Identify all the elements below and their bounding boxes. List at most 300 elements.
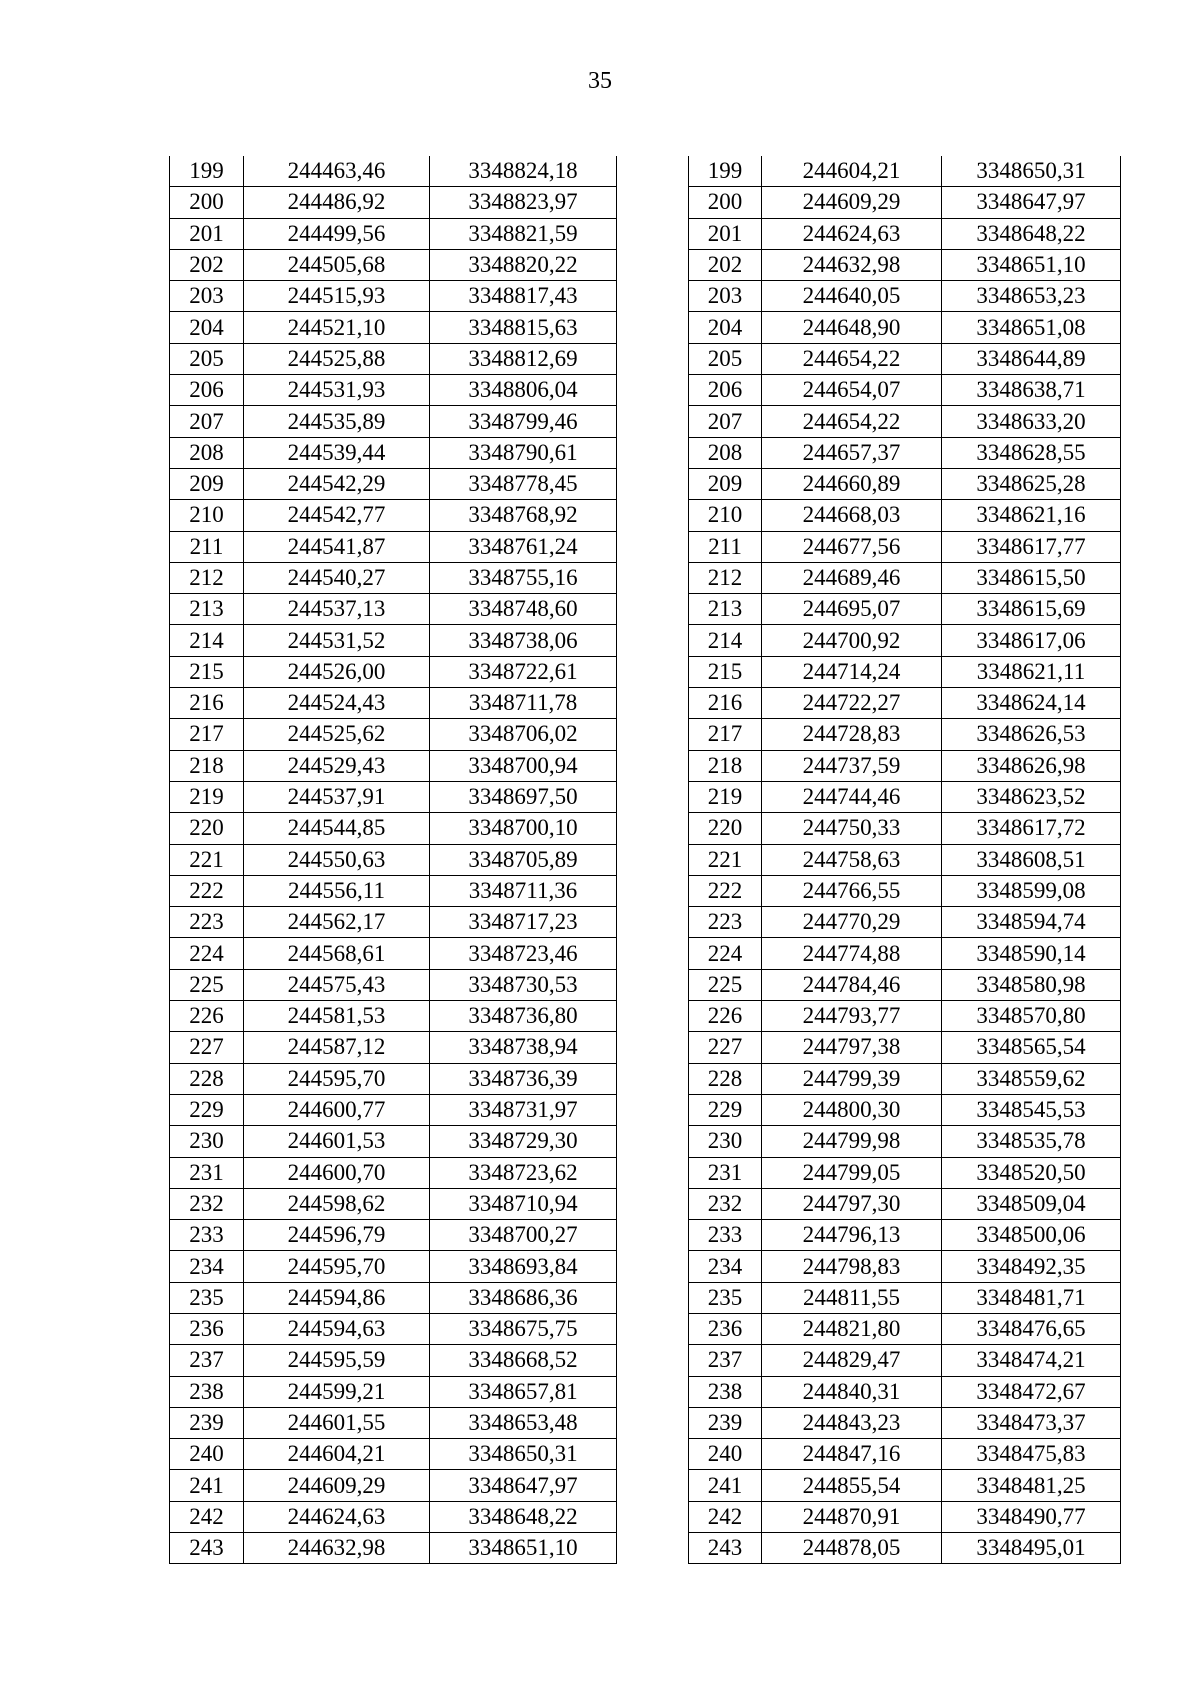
table-row [689, 625, 1121, 656]
x-coordinate-cell: 244537,91 [244, 781, 430, 812]
x-coordinate-cell: 244529,43 [244, 750, 430, 781]
table-row [170, 594, 617, 625]
y-coordinate-cell: 3348812,69 [430, 343, 617, 374]
x-coordinate-cell: 244505,68 [244, 249, 430, 280]
table-row [689, 312, 1121, 343]
table-row [170, 281, 617, 312]
table-row [689, 1001, 1121, 1032]
y-coordinate-cell: 3348647,97 [430, 1470, 617, 1501]
point-number-cell: 237 [170, 1345, 244, 1376]
y-coordinate-cell: 3348617,72 [942, 813, 1121, 844]
x-coordinate-cell: 244758,63 [762, 844, 942, 875]
x-coordinate-cell: 244750,33 [762, 813, 942, 844]
table-row [689, 156, 1121, 187]
point-number-cell: 211 [689, 531, 762, 562]
y-coordinate-cell: 3348768,92 [430, 500, 617, 531]
point-number-cell: 212 [689, 562, 762, 593]
y-coordinate-cell: 3348617,77 [942, 531, 1121, 562]
x-coordinate-cell: 244515,93 [244, 281, 430, 312]
y-coordinate-cell: 3348815,63 [430, 312, 617, 343]
x-coordinate-cell: 244797,30 [762, 1188, 942, 1219]
table-row [689, 1282, 1121, 1313]
y-coordinate-cell: 3348821,59 [430, 218, 617, 249]
point-number-cell: 222 [170, 875, 244, 906]
y-coordinate-cell: 3348717,23 [430, 907, 617, 938]
table-row [170, 1345, 617, 1376]
table-row [689, 719, 1121, 750]
point-number-cell: 235 [170, 1282, 244, 1313]
y-coordinate-cell: 3348706,02 [430, 719, 617, 750]
point-number-cell: 210 [689, 500, 762, 531]
y-coordinate-cell: 3348799,46 [430, 406, 617, 437]
x-coordinate-cell: 244539,44 [244, 437, 430, 468]
point-number-cell: 237 [689, 1345, 762, 1376]
y-coordinate-cell: 3348481,25 [942, 1470, 1121, 1501]
x-coordinate-cell: 244568,61 [244, 938, 430, 969]
y-coordinate-cell: 3348686,36 [430, 1282, 617, 1313]
y-coordinate-cell: 3348731,97 [430, 1094, 617, 1125]
table-row [689, 875, 1121, 906]
point-number-cell: 233 [689, 1220, 762, 1251]
table-row [689, 750, 1121, 781]
y-coordinate-cell: 3348711,78 [430, 688, 617, 719]
coordinates-table-right-body [689, 156, 1121, 1564]
x-coordinate-cell: 244609,29 [762, 187, 942, 218]
y-coordinate-cell: 3348700,10 [430, 813, 617, 844]
point-number-cell: 206 [689, 375, 762, 406]
point-number-cell: 225 [170, 969, 244, 1000]
x-coordinate-cell: 244609,29 [244, 1470, 430, 1501]
y-coordinate-cell: 3348729,30 [430, 1126, 617, 1157]
table-row [689, 781, 1121, 812]
x-coordinate-cell: 244811,55 [762, 1282, 942, 1313]
y-coordinate-cell: 3348570,80 [942, 1001, 1121, 1032]
x-coordinate-cell: 244624,63 [762, 218, 942, 249]
table-row [170, 468, 617, 499]
table-row [689, 656, 1121, 687]
y-coordinate-cell: 3348500,06 [942, 1220, 1121, 1251]
x-coordinate-cell: 244654,22 [762, 343, 942, 374]
y-coordinate-cell: 3348474,21 [942, 1345, 1121, 1376]
table-row [689, 813, 1121, 844]
table-row [170, 656, 617, 687]
point-number-cell: 235 [689, 1282, 762, 1313]
coordinates-table-left-body [170, 156, 617, 1564]
x-coordinate-cell: 244595,70 [244, 1251, 430, 1282]
x-coordinate-cell: 244847,16 [762, 1439, 942, 1470]
point-number-cell: 207 [170, 406, 244, 437]
x-coordinate-cell: 244700,92 [762, 625, 942, 656]
y-coordinate-cell: 3348824,18 [430, 156, 617, 187]
table-row [689, 688, 1121, 719]
table-row [170, 218, 617, 249]
y-coordinate-cell: 3348738,94 [430, 1032, 617, 1063]
point-number-cell: 212 [170, 562, 244, 593]
point-number-cell: 213 [170, 594, 244, 625]
x-coordinate-cell: 244744,46 [762, 781, 942, 812]
point-number-cell: 231 [689, 1157, 762, 1188]
y-coordinate-cell: 3348700,27 [430, 1220, 617, 1251]
point-number-cell: 208 [170, 437, 244, 468]
table-row [689, 969, 1121, 1000]
table-row [170, 875, 617, 906]
x-coordinate-cell: 244535,89 [244, 406, 430, 437]
x-coordinate-cell: 244784,46 [762, 969, 942, 1000]
y-coordinate-cell: 3348580,98 [942, 969, 1121, 1000]
point-number-cell: 218 [689, 750, 762, 781]
point-number-cell: 217 [170, 719, 244, 750]
point-number-cell: 243 [170, 1533, 244, 1564]
table-row [170, 813, 617, 844]
y-coordinate-cell: 3348823,97 [430, 187, 617, 218]
table-row [689, 249, 1121, 280]
y-coordinate-cell: 3348615,69 [942, 594, 1121, 625]
x-coordinate-cell: 244581,53 [244, 1001, 430, 1032]
x-coordinate-cell: 244486,92 [244, 187, 430, 218]
y-coordinate-cell: 3348651,10 [430, 1533, 617, 1564]
point-number-cell: 209 [170, 468, 244, 499]
point-number-cell: 243 [689, 1533, 762, 1564]
table-row [689, 562, 1121, 593]
point-number-cell: 232 [170, 1188, 244, 1219]
point-number-cell: 223 [170, 907, 244, 938]
point-number-cell: 220 [170, 813, 244, 844]
x-coordinate-cell: 244521,10 [244, 312, 430, 343]
point-number-cell: 199 [170, 156, 244, 187]
point-number-cell: 224 [689, 938, 762, 969]
x-coordinate-cell: 244829,47 [762, 1345, 942, 1376]
page-number: 35 [588, 68, 612, 94]
point-number-cell: 206 [170, 375, 244, 406]
y-coordinate-cell: 3348693,84 [430, 1251, 617, 1282]
table-row [170, 1376, 617, 1407]
table-row [689, 531, 1121, 562]
table-row [170, 500, 617, 531]
table-row [689, 1251, 1121, 1282]
table-row [170, 1313, 617, 1344]
point-number-cell: 200 [170, 187, 244, 218]
table-row [689, 1376, 1121, 1407]
x-coordinate-cell: 244632,98 [244, 1533, 430, 1564]
point-number-cell: 217 [689, 719, 762, 750]
x-coordinate-cell: 244556,11 [244, 875, 430, 906]
x-coordinate-cell: 244870,91 [762, 1501, 942, 1532]
y-coordinate-cell: 3348624,14 [942, 688, 1121, 719]
y-coordinate-cell: 3348817,43 [430, 281, 617, 312]
y-coordinate-cell: 3348621,16 [942, 500, 1121, 531]
y-coordinate-cell: 3348668,52 [430, 1345, 617, 1376]
coordinates-table-right [688, 156, 1121, 1564]
x-coordinate-cell: 244855,54 [762, 1470, 942, 1501]
table-row [170, 781, 617, 812]
point-number-cell: 226 [170, 1001, 244, 1032]
y-coordinate-cell: 3348626,53 [942, 719, 1121, 750]
table-row [689, 1188, 1121, 1219]
point-number-cell: 222 [689, 875, 762, 906]
table-row [689, 187, 1121, 218]
x-coordinate-cell: 244595,59 [244, 1345, 430, 1376]
x-coordinate-cell: 244604,21 [244, 1439, 430, 1470]
y-coordinate-cell: 3348599,08 [942, 875, 1121, 906]
x-coordinate-cell: 244562,17 [244, 907, 430, 938]
table-row [689, 375, 1121, 406]
y-coordinate-cell: 3348648,22 [430, 1501, 617, 1532]
y-coordinate-cell: 3348650,31 [942, 156, 1121, 187]
y-coordinate-cell: 3348653,23 [942, 281, 1121, 312]
x-coordinate-cell: 244728,83 [762, 719, 942, 750]
table-row [689, 1501, 1121, 1532]
point-number-cell: 234 [170, 1251, 244, 1282]
y-coordinate-cell: 3348650,31 [430, 1439, 617, 1470]
table-row [170, 1282, 617, 1313]
point-number-cell: 221 [689, 844, 762, 875]
point-number-cell: 239 [170, 1407, 244, 1438]
x-coordinate-cell: 244604,21 [762, 156, 942, 187]
x-coordinate-cell: 244601,55 [244, 1407, 430, 1438]
table-row [170, 938, 617, 969]
x-coordinate-cell: 244526,00 [244, 656, 430, 687]
point-number-cell: 242 [170, 1501, 244, 1532]
table-row [170, 187, 617, 218]
table-row [170, 688, 617, 719]
point-number-cell: 218 [170, 750, 244, 781]
y-coordinate-cell: 3348644,89 [942, 343, 1121, 374]
table-row [170, 1032, 617, 1063]
x-coordinate-cell: 244774,88 [762, 938, 942, 969]
point-number-cell: 238 [689, 1376, 762, 1407]
y-coordinate-cell: 3348621,11 [942, 656, 1121, 687]
y-coordinate-cell: 3348738,06 [430, 625, 617, 656]
y-coordinate-cell: 3348492,35 [942, 1251, 1121, 1282]
y-coordinate-cell: 3348705,89 [430, 844, 617, 875]
table-row [689, 1533, 1121, 1564]
point-number-cell: 231 [170, 1157, 244, 1188]
table-row [689, 907, 1121, 938]
y-coordinate-cell: 3348608,51 [942, 844, 1121, 875]
x-coordinate-cell: 244632,98 [762, 249, 942, 280]
point-number-cell: 200 [689, 187, 762, 218]
point-number-cell: 236 [689, 1313, 762, 1344]
table-row [170, 625, 617, 656]
point-number-cell: 233 [170, 1220, 244, 1251]
table-row [689, 844, 1121, 875]
point-number-cell: 199 [689, 156, 762, 187]
point-number-cell: 229 [689, 1094, 762, 1125]
point-number-cell: 215 [170, 656, 244, 687]
table-row [170, 907, 617, 938]
y-coordinate-cell: 3348651,10 [942, 249, 1121, 280]
x-coordinate-cell: 244624,63 [244, 1501, 430, 1532]
x-coordinate-cell: 244714,24 [762, 656, 942, 687]
y-coordinate-cell: 3348476,65 [942, 1313, 1121, 1344]
table-row [689, 1157, 1121, 1188]
y-coordinate-cell: 3348651,08 [942, 312, 1121, 343]
table-row [689, 468, 1121, 499]
point-number-cell: 219 [170, 781, 244, 812]
y-coordinate-cell: 3348625,28 [942, 468, 1121, 499]
x-coordinate-cell: 244654,22 [762, 406, 942, 437]
table-row [170, 1188, 617, 1219]
y-coordinate-cell: 3348736,80 [430, 1001, 617, 1032]
point-number-cell: 203 [689, 281, 762, 312]
point-number-cell: 239 [689, 1407, 762, 1438]
x-coordinate-cell: 244598,62 [244, 1188, 430, 1219]
table-row [689, 343, 1121, 374]
y-coordinate-cell: 3348730,53 [430, 969, 617, 1000]
x-coordinate-cell: 244550,63 [244, 844, 430, 875]
table-row [170, 531, 617, 562]
point-number-cell: 242 [689, 1501, 762, 1532]
x-coordinate-cell: 244796,13 [762, 1220, 942, 1251]
point-number-cell: 214 [689, 625, 762, 656]
table-row [170, 375, 617, 406]
y-coordinate-cell: 3348723,46 [430, 938, 617, 969]
table-row [170, 437, 617, 468]
x-coordinate-cell: 244575,43 [244, 969, 430, 1000]
x-coordinate-cell: 244600,70 [244, 1157, 430, 1188]
x-coordinate-cell: 244677,56 [762, 531, 942, 562]
y-coordinate-cell: 3348722,61 [430, 656, 617, 687]
table-row [689, 218, 1121, 249]
point-number-cell: 207 [689, 406, 762, 437]
x-coordinate-cell: 244648,90 [762, 312, 942, 343]
x-coordinate-cell: 244843,23 [762, 1407, 942, 1438]
point-number-cell: 230 [689, 1126, 762, 1157]
y-coordinate-cell: 3348495,01 [942, 1533, 1121, 1564]
table-row [170, 1001, 617, 1032]
x-coordinate-cell: 244540,27 [244, 562, 430, 593]
y-coordinate-cell: 3348761,24 [430, 531, 617, 562]
y-coordinate-cell: 3348475,83 [942, 1439, 1121, 1470]
y-coordinate-cell: 3348638,71 [942, 375, 1121, 406]
point-number-cell: 204 [689, 312, 762, 343]
y-coordinate-cell: 3348473,37 [942, 1407, 1121, 1438]
table-row [689, 1407, 1121, 1438]
coordinates-table-left [169, 156, 617, 1564]
x-coordinate-cell: 244799,98 [762, 1126, 942, 1157]
x-coordinate-cell: 244695,07 [762, 594, 942, 625]
point-number-cell: 224 [170, 938, 244, 969]
y-coordinate-cell: 3348748,60 [430, 594, 617, 625]
table-row [170, 343, 617, 374]
y-coordinate-cell: 3348481,71 [942, 1282, 1121, 1313]
table-row [689, 1313, 1121, 1344]
point-number-cell: 213 [689, 594, 762, 625]
point-number-cell: 201 [170, 218, 244, 249]
point-number-cell: 225 [689, 969, 762, 1000]
point-number-cell: 210 [170, 500, 244, 531]
x-coordinate-cell: 244722,27 [762, 688, 942, 719]
point-number-cell: 234 [689, 1251, 762, 1282]
x-coordinate-cell: 244463,46 [244, 156, 430, 187]
table-row [170, 1407, 617, 1438]
table-row [170, 312, 617, 343]
table-row [689, 406, 1121, 437]
y-coordinate-cell: 3348736,39 [430, 1063, 617, 1094]
y-coordinate-cell: 3348615,50 [942, 562, 1121, 593]
table-row [170, 844, 617, 875]
point-number-cell: 209 [689, 468, 762, 499]
x-coordinate-cell: 244596,79 [244, 1220, 430, 1251]
table-row [689, 1063, 1121, 1094]
y-coordinate-cell: 3348520,50 [942, 1157, 1121, 1188]
x-coordinate-cell: 244840,31 [762, 1376, 942, 1407]
y-coordinate-cell: 3348675,75 [430, 1313, 617, 1344]
table-row [170, 969, 617, 1000]
x-coordinate-cell: 244689,46 [762, 562, 942, 593]
x-coordinate-cell: 244594,63 [244, 1313, 430, 1344]
x-coordinate-cell: 244544,85 [244, 813, 430, 844]
x-coordinate-cell: 244799,05 [762, 1157, 942, 1188]
x-coordinate-cell: 244793,77 [762, 1001, 942, 1032]
point-number-cell: 208 [689, 437, 762, 468]
point-number-cell: 227 [689, 1032, 762, 1063]
table-row [170, 1126, 617, 1157]
table-row [170, 562, 617, 593]
x-coordinate-cell: 244542,77 [244, 500, 430, 531]
point-number-cell: 204 [170, 312, 244, 343]
table-row [170, 406, 617, 437]
point-number-cell: 228 [170, 1063, 244, 1094]
y-coordinate-cell: 3348628,55 [942, 437, 1121, 468]
x-coordinate-cell: 244640,05 [762, 281, 942, 312]
x-coordinate-cell: 244737,59 [762, 750, 942, 781]
x-coordinate-cell: 244657,37 [762, 437, 942, 468]
point-number-cell: 236 [170, 1313, 244, 1344]
y-coordinate-cell: 3348490,77 [942, 1501, 1121, 1532]
y-coordinate-cell: 3348626,98 [942, 750, 1121, 781]
y-coordinate-cell: 3348778,45 [430, 468, 617, 499]
x-coordinate-cell: 244654,07 [762, 375, 942, 406]
point-number-cell: 214 [170, 625, 244, 656]
point-number-cell: 227 [170, 1032, 244, 1063]
y-coordinate-cell: 3348535,78 [942, 1126, 1121, 1157]
point-number-cell: 215 [689, 656, 762, 687]
x-coordinate-cell: 244595,70 [244, 1063, 430, 1094]
point-number-cell: 205 [689, 343, 762, 374]
y-coordinate-cell: 3348565,54 [942, 1032, 1121, 1063]
point-number-cell: 240 [170, 1439, 244, 1470]
x-coordinate-cell: 244878,05 [762, 1533, 942, 1564]
point-number-cell: 228 [689, 1063, 762, 1094]
table-row [170, 156, 617, 187]
table-row [170, 1157, 617, 1188]
point-number-cell: 219 [689, 781, 762, 812]
x-coordinate-cell: 244542,29 [244, 468, 430, 499]
x-coordinate-cell: 244525,62 [244, 719, 430, 750]
y-coordinate-cell: 3348633,20 [942, 406, 1121, 437]
point-number-cell: 221 [170, 844, 244, 875]
x-coordinate-cell: 244600,77 [244, 1094, 430, 1125]
point-number-cell: 202 [170, 249, 244, 280]
y-coordinate-cell: 3348509,04 [942, 1188, 1121, 1219]
point-number-cell: 201 [689, 218, 762, 249]
point-number-cell: 232 [689, 1188, 762, 1219]
table-row [689, 281, 1121, 312]
y-coordinate-cell: 3348647,97 [942, 187, 1121, 218]
table-row [689, 1470, 1121, 1501]
table-row [689, 437, 1121, 468]
point-number-cell: 226 [689, 1001, 762, 1032]
x-coordinate-cell: 244821,80 [762, 1313, 942, 1344]
table-row [170, 1501, 617, 1532]
table-row [689, 1032, 1121, 1063]
y-coordinate-cell: 3348590,14 [942, 938, 1121, 969]
point-number-cell: 223 [689, 907, 762, 938]
x-coordinate-cell: 244797,38 [762, 1032, 942, 1063]
table-row [689, 1126, 1121, 1157]
table-row [689, 1094, 1121, 1125]
